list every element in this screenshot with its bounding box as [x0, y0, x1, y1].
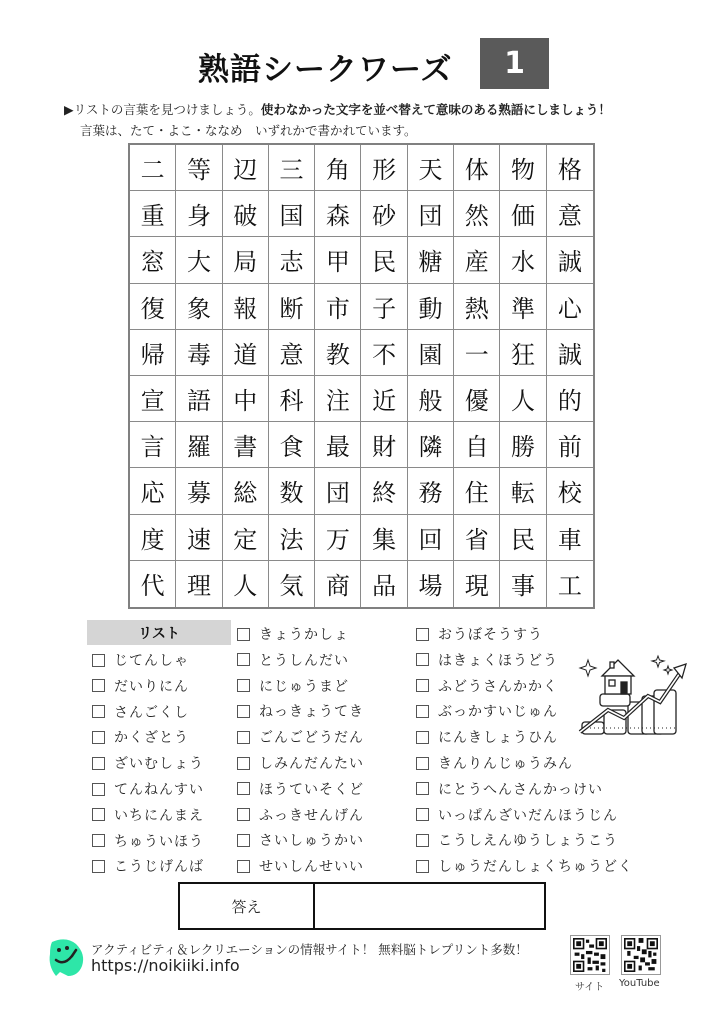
grid-cell[interactable]: 重: [130, 191, 176, 237]
word-label: かくざとう: [114, 730, 189, 747]
grid-cell[interactable]: 然: [454, 191, 500, 237]
word-checkbox[interactable]: [237, 834, 250, 847]
word-list-item[interactable]: [416, 830, 618, 850]
grid-cell[interactable]: 熱: [454, 284, 500, 330]
word-label: こうじげんば: [114, 859, 204, 876]
word-label: さいしゅうかい: [259, 833, 364, 850]
word-checkbox[interactable]: [416, 834, 429, 847]
grid-cell[interactable]: 三: [269, 145, 315, 191]
word-checkbox[interactable]: [416, 757, 429, 770]
word-checkbox[interactable]: [237, 782, 250, 795]
word-checkbox[interactable]: [92, 757, 105, 770]
answer-field[interactable]: [315, 884, 544, 928]
grid-cell[interactable]: 教: [315, 330, 361, 376]
grid-cell[interactable]: 羅: [176, 422, 222, 468]
grid-cell[interactable]: 産: [454, 237, 500, 283]
word-checkbox[interactable]: [92, 783, 105, 796]
word-list-item[interactable]: [92, 753, 204, 773]
grid-cell[interactable]: 的: [547, 376, 593, 422]
word-list-item[interactable]: [237, 830, 364, 850]
grid-cell[interactable]: 隣: [408, 422, 454, 468]
word-list-item[interactable]: [416, 856, 633, 876]
grid-cell[interactable]: 終: [361, 468, 407, 514]
answer-label: 答え: [180, 884, 315, 928]
instructions-line-1: [64, 100, 611, 118]
word-label: ごんごどうだん: [259, 730, 364, 747]
grid-cell[interactable]: 総: [223, 468, 269, 514]
grid-cell[interactable]: 語: [176, 376, 222, 422]
word-list-item[interactable]: [237, 676, 349, 696]
grid-cell[interactable]: 格: [547, 145, 593, 191]
grid-cell[interactable]: 身: [176, 191, 222, 237]
grid-cell[interactable]: 気: [269, 561, 315, 607]
footer-tagline: アクティビティ＆レクリエーションの情報サイト！ 無料脳トレプリント多数！: [91, 942, 528, 957]
grid-cell[interactable]: 集: [361, 515, 407, 561]
grid-cell[interactable]: 勝: [500, 422, 546, 468]
grid-cell[interactable]: 砂: [361, 191, 407, 237]
word-list-header: リスト: [87, 620, 231, 645]
grid-cell[interactable]: 破: [223, 191, 269, 237]
grid-cell[interactable]: 復: [130, 284, 176, 330]
grid-cell[interactable]: 水: [500, 237, 546, 283]
grid-cell[interactable]: 応: [130, 468, 176, 514]
instructions-line-2: 言葉は、たて・よこ・ななめ いずれかで書かれています。: [80, 123, 417, 138]
grid-cell[interactable]: 狂: [500, 330, 546, 376]
word-list-item[interactable]: [92, 779, 204, 799]
word-label: だいりにん: [114, 678, 189, 695]
word-checkbox[interactable]: [237, 628, 250, 641]
grid-cell[interactable]: 法: [269, 515, 315, 561]
grid-cell[interactable]: 動: [408, 284, 454, 330]
word-list-item[interactable]: [416, 676, 558, 696]
word-label: ちゅういほう: [114, 833, 204, 850]
word-checkbox[interactable]: [92, 731, 105, 744]
grid-cell[interactable]: 団: [408, 191, 454, 237]
grid-cell[interactable]: 事: [500, 561, 546, 607]
qr-code-icon: [573, 938, 607, 972]
grid-cell[interactable]: 不: [361, 330, 407, 376]
word-checkbox[interactable]: [237, 679, 250, 692]
word-label: ふどうさんかかく: [438, 678, 558, 695]
word-label: にんきしょうひん: [438, 730, 558, 747]
word-list-item[interactable]: [92, 831, 204, 851]
grid-cell[interactable]: 角: [315, 145, 361, 191]
word-checkbox[interactable]: [237, 653, 250, 666]
grid-cell[interactable]: 速: [176, 515, 222, 561]
word-checkbox[interactable]: [92, 679, 105, 692]
grid-cell[interactable]: 財: [361, 422, 407, 468]
word-checkbox[interactable]: [416, 653, 429, 666]
qr-youtube-label: YouTube: [619, 978, 660, 989]
footer-url-link[interactable]: https://noikiiki.info: [91, 956, 240, 975]
word-list-item[interactable]: [92, 727, 189, 747]
grid-cell[interactable]: 意: [547, 191, 593, 237]
grid-cell[interactable]: 象: [176, 284, 222, 330]
instructions-text: ▶リストの言葉を見つけましょう。: [64, 102, 261, 117]
grid-cell[interactable]: 甲: [315, 237, 361, 283]
word-label: はきょくほうどう: [438, 652, 558, 669]
grid-cell[interactable]: 人: [500, 376, 546, 422]
word-list-item[interactable]: [237, 753, 364, 773]
word-list-item[interactable]: [92, 650, 189, 670]
grid-cell[interactable]: 価: [500, 191, 546, 237]
house-coins-growth-illustration: [578, 652, 688, 742]
word-checkbox[interactable]: [92, 834, 105, 847]
word-label: ほうていそくど: [259, 781, 364, 798]
word-checkbox[interactable]: [92, 808, 105, 821]
grid-cell[interactable]: 中: [223, 376, 269, 422]
grid-cell[interactable]: 工: [557, 572, 582, 601]
word-label: ねっきょうてき: [259, 704, 364, 721]
word-label: ふっきせんげん: [259, 807, 364, 824]
word-checkbox[interactable]: [416, 860, 429, 873]
word-checkbox[interactable]: [92, 654, 105, 667]
word-checkbox[interactable]: [416, 782, 429, 795]
grid-cell[interactable]: 局: [223, 237, 269, 283]
grid-cell[interactable]: 理: [176, 561, 222, 607]
word-checkbox[interactable]: [416, 628, 429, 641]
word-checkbox[interactable]: [416, 808, 429, 821]
word-label: じてんしゃ: [114, 653, 189, 669]
word-list-item[interactable]: [416, 701, 558, 721]
grid-cell[interactable]: 住: [454, 468, 500, 514]
word-list-item[interactable]: [416, 650, 558, 670]
grid-cell[interactable]: 転: [500, 468, 546, 514]
grid-cell[interactable]: 辺: [223, 145, 269, 191]
qr-code-youtube-icon[interactable]: [621, 935, 661, 975]
grid-cell[interactable]: 人: [223, 561, 269, 607]
qr-code-icon: [624, 938, 658, 972]
grid-cell[interactable]: 食: [269, 422, 315, 468]
grid-cell[interactable]: 物: [500, 145, 546, 191]
grid-cell[interactable]: 等: [176, 145, 222, 191]
word-checkbox[interactable]: [416, 731, 429, 744]
grid-cell[interactable]: 募: [176, 468, 222, 514]
word-checkbox[interactable]: [237, 757, 250, 770]
grid-cell[interactable]: 自: [454, 422, 500, 468]
grid-cell[interactable]: 窓: [130, 237, 176, 283]
word-label: にとうへんさんかっけい: [438, 781, 603, 798]
word-label: きんりんじゅうみん: [438, 756, 573, 772]
grid-cell[interactable]: 科: [269, 376, 315, 422]
noikiiki-logo-icon: [46, 936, 86, 978]
grid-cell[interactable]: 森: [315, 191, 361, 237]
grid-cell[interactable]: 務: [408, 468, 454, 514]
word-list-item[interactable]: [416, 805, 618, 825]
grid-cell[interactable]: 帰: [130, 330, 176, 376]
grid-cell[interactable]: 一: [454, 330, 500, 376]
word-label: こうしえんゆうしょうこう: [438, 833, 618, 850]
word-checkbox[interactable]: [416, 705, 429, 718]
word-checkbox[interactable]: [237, 705, 250, 718]
grid-cell[interactable]: 意: [269, 330, 315, 376]
word-list-item[interactable]: [237, 779, 364, 799]
grid-cell[interactable]: 数: [269, 468, 315, 514]
grid-cell[interactable]: 場: [408, 561, 454, 607]
grid-cell[interactable]: 最: [315, 422, 361, 468]
word-list-item[interactable]: [416, 779, 603, 799]
grid-cell[interactable]: 宣: [130, 376, 176, 422]
grid-cell[interactable]: 毒: [176, 330, 222, 376]
word-list-item[interactable]: [237, 650, 349, 670]
grid-cell[interactable]: 道: [223, 330, 269, 376]
word-label: おうぼそうすう: [438, 627, 543, 643]
word-list-item[interactable]: [416, 753, 573, 773]
grid-cell[interactable]: 報: [223, 284, 269, 330]
grid-cell[interactable]: 車: [547, 515, 593, 561]
word-checkbox[interactable]: [92, 860, 105, 873]
grid-cell[interactable]: 回: [408, 515, 454, 561]
word-label: にじゅうまど: [259, 678, 349, 695]
grid-cell[interactable]: 般: [408, 376, 454, 422]
grid-cell[interactable]: 現: [454, 561, 500, 607]
word-list-item[interactable]: [237, 701, 364, 721]
grid-cell[interactable]: 優: [454, 376, 500, 422]
word-label: とうしんだい: [259, 652, 349, 669]
word-label: しみんだんたい: [259, 756, 364, 772]
grid-cell[interactable]: 子: [361, 284, 407, 330]
word-checkbox[interactable]: [92, 705, 105, 718]
word-label: さんごくし: [114, 704, 189, 721]
grid-cell[interactable]: 国: [269, 191, 315, 237]
word-list-item[interactable]: [92, 856, 204, 876]
word-checkbox[interactable]: [237, 808, 250, 821]
grid-cell[interactable]: 市: [315, 284, 361, 330]
word-checkbox[interactable]: [237, 731, 250, 744]
word-label: きょうかしょ: [259, 627, 349, 643]
grid-cell[interactable]: 校: [547, 468, 593, 514]
instructions-bold-text: 使わなかった文字を並べ替えて意味のある熟語にしましょう！: [260, 102, 611, 117]
grid-cell[interactable]: 定: [223, 515, 269, 561]
word-checkbox[interactable]: [237, 860, 250, 873]
page-title: 熟語シークワーズ: [198, 52, 453, 88]
qr-code-site-icon[interactable]: [570, 935, 610, 975]
grid-cell[interactable]: 商: [315, 561, 361, 607]
grid-cell[interactable]: 注: [315, 376, 361, 422]
grid-cell[interactable]: 志: [269, 237, 315, 283]
grid-cell[interactable]: 代: [130, 561, 176, 607]
word-list-item[interactable]: [92, 805, 204, 825]
grid-cell[interactable]: 言: [130, 422, 176, 468]
grid-cell[interactable]: 形: [361, 145, 407, 191]
grid-cell[interactable]: 心: [547, 284, 593, 330]
grid-cell[interactable]: 書: [223, 422, 269, 468]
kanji-grid: [128, 143, 595, 609]
word-label: いちにんまえ: [114, 807, 204, 824]
grid-cell[interactable]: 近: [361, 376, 407, 422]
word-label: ぶっかすいじゅん: [438, 704, 558, 721]
grid-cell[interactable]: 誠: [547, 330, 593, 376]
grid-cell[interactable]: 民: [500, 515, 546, 561]
grid-cell[interactable]: 大: [176, 237, 222, 283]
grid-cell[interactable]: 断: [269, 284, 315, 330]
word-label: せいしんせいい: [259, 859, 364, 876]
word-list-item[interactable]: [92, 702, 189, 722]
word-list-item[interactable]: [416, 624, 543, 644]
grid-cell[interactable]: 団: [315, 468, 361, 514]
word-list-item[interactable]: [237, 856, 364, 876]
word-checkbox[interactable]: [416, 679, 429, 692]
grid-cell[interactable]: 品: [361, 561, 407, 607]
word-list-item[interactable]: [416, 727, 558, 747]
word-list-item[interactable]: [92, 676, 189, 696]
grid-cell[interactable]: 万: [315, 515, 361, 561]
grid-cell[interactable]: 誠: [547, 237, 593, 283]
word-label: ざいむしょう: [114, 756, 204, 773]
word-list-item[interactable]: [237, 805, 364, 825]
answer-box: [178, 882, 546, 930]
word-label: しゅうだんしょくちゅうどく: [438, 859, 633, 876]
grid-cell[interactable]: 糖: [408, 237, 454, 283]
puzzle-number-badge: 1: [480, 38, 549, 89]
grid-cell[interactable]: 二: [130, 145, 176, 191]
word-list-item[interactable]: [237, 624, 349, 644]
grid-cell[interactable]: 前: [547, 422, 593, 468]
grid-cell[interactable]: 体: [454, 145, 500, 191]
word-list-item[interactable]: [237, 727, 364, 747]
word-label: いっぱんざいだんほうじん: [438, 807, 618, 824]
word-label: てんねんすい: [114, 782, 204, 798]
grid-cell[interactable]: 省: [454, 515, 500, 561]
grid-cell[interactable]: 天: [408, 145, 454, 191]
grid-cell[interactable]: 準: [500, 284, 546, 330]
grid-cell[interactable]: 園: [408, 330, 454, 376]
grid-cell[interactable]: 度: [130, 515, 176, 561]
qr-site-label: サイト: [575, 982, 605, 993]
grid-cell[interactable]: 民: [361, 237, 407, 283]
